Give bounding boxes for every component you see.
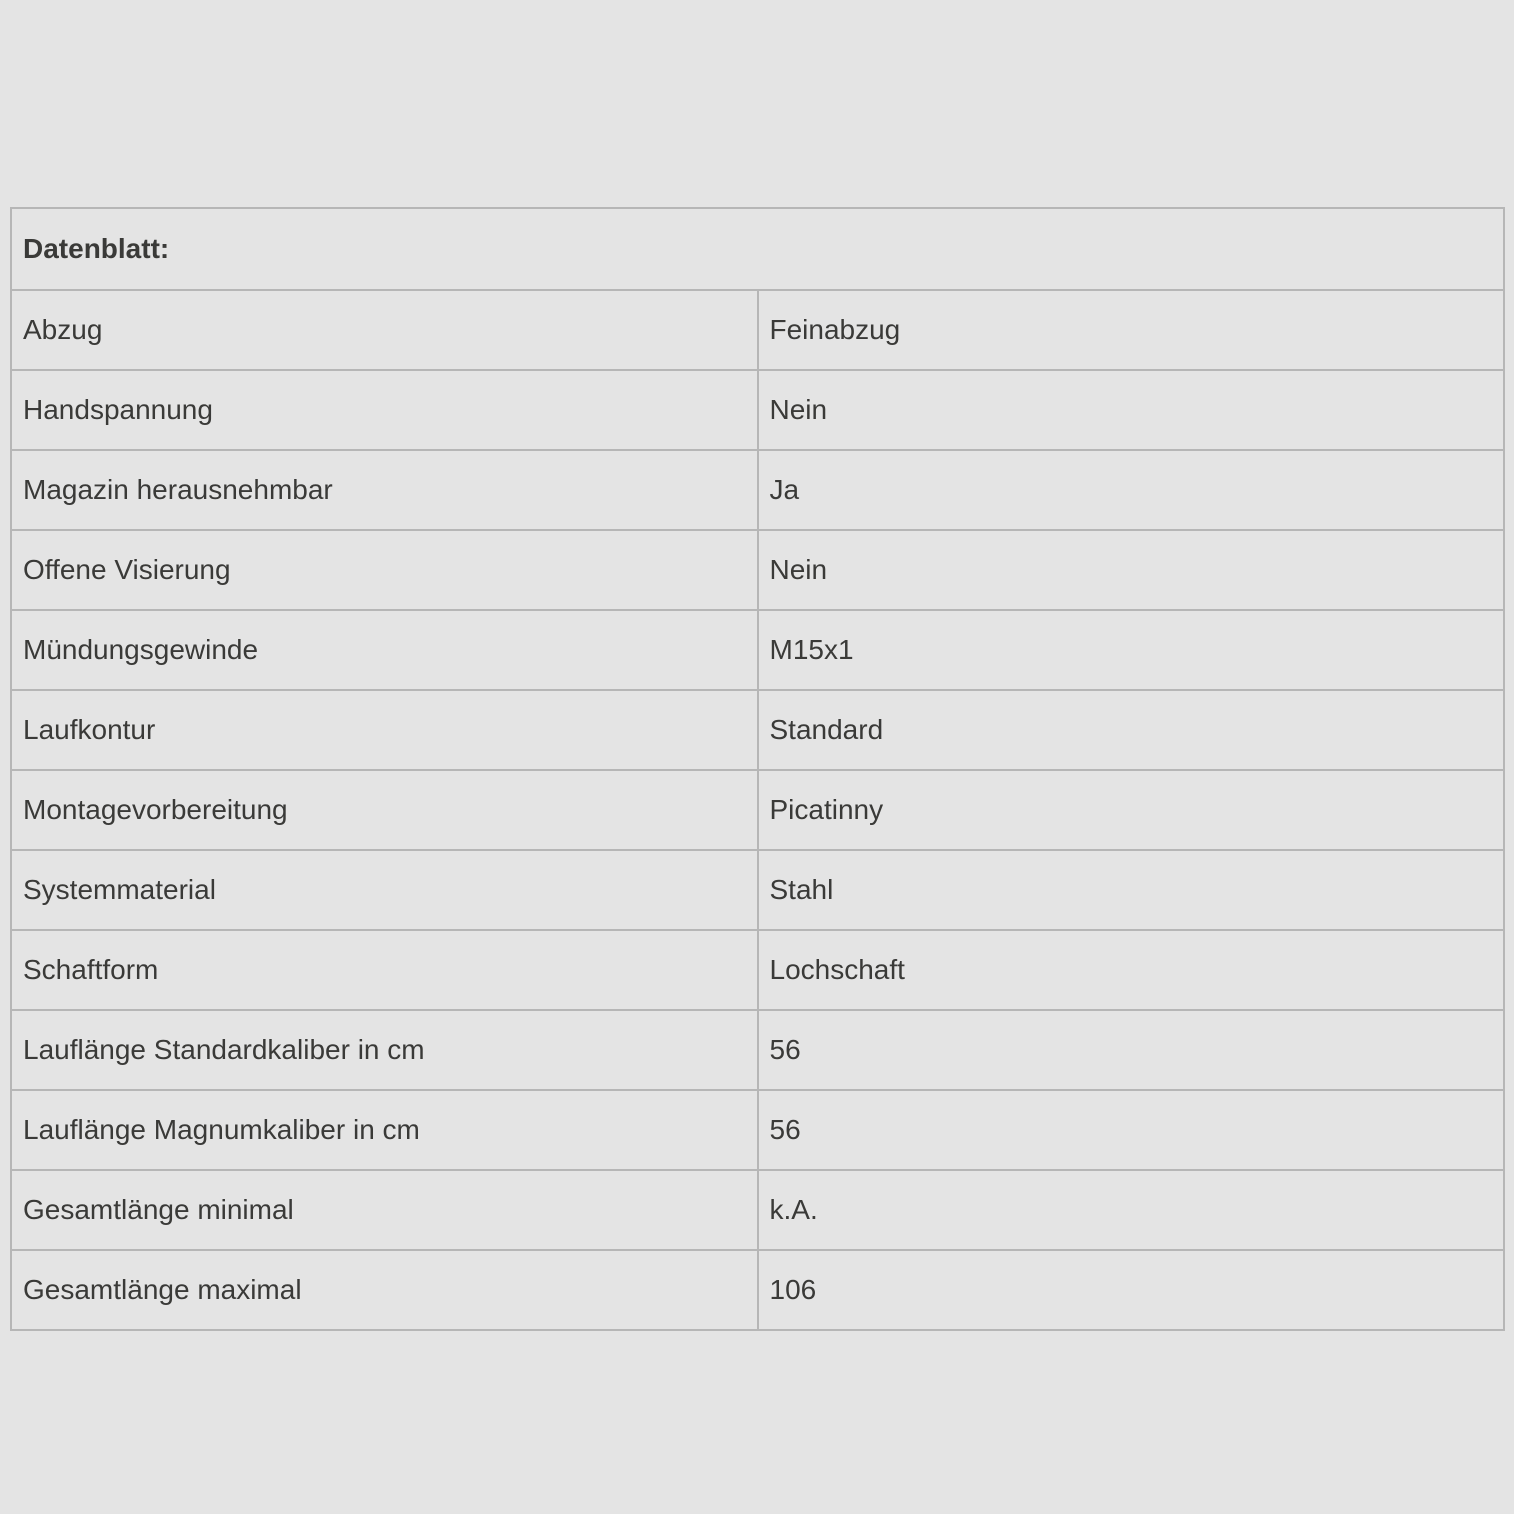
row-label: Gesamtlänge maximal bbox=[11, 1250, 758, 1330]
row-label: Abzug bbox=[11, 290, 758, 370]
datasheet-table-container bbox=[10, 207, 1505, 1331]
table-row bbox=[11, 1090, 1504, 1170]
table-row bbox=[11, 690, 1504, 770]
datasheet-body bbox=[11, 290, 1504, 1330]
table-row bbox=[11, 850, 1504, 930]
row-value: 56 bbox=[758, 1090, 1505, 1170]
table-row bbox=[11, 370, 1504, 450]
row-label: Lauflänge Magnumkaliber in cm bbox=[11, 1090, 758, 1170]
table-row bbox=[11, 1010, 1504, 1090]
row-label: Magazin herausnehmbar bbox=[11, 450, 758, 530]
datasheet-title: Datenblatt: bbox=[11, 208, 1504, 290]
row-value: M15x1 bbox=[758, 610, 1505, 690]
table-row bbox=[11, 930, 1504, 1010]
row-value: Feinabzug bbox=[758, 290, 1505, 370]
row-label: Schaftform bbox=[11, 930, 758, 1010]
table-row bbox=[11, 1250, 1504, 1330]
row-label: Handspannung bbox=[11, 370, 758, 450]
table-row bbox=[11, 450, 1504, 530]
datasheet-title-row bbox=[11, 208, 1504, 290]
row-label: Laufkontur bbox=[11, 690, 758, 770]
table-row bbox=[11, 290, 1504, 370]
row-label: Offene Visierung bbox=[11, 530, 758, 610]
row-label: Gesamtlänge minimal bbox=[11, 1170, 758, 1250]
row-value: Standard bbox=[758, 690, 1505, 770]
datasheet-header bbox=[11, 208, 1504, 290]
row-value: k.A. bbox=[758, 1170, 1505, 1250]
row-value: Stahl bbox=[758, 850, 1505, 930]
row-value: Ja bbox=[758, 450, 1505, 530]
table-row bbox=[11, 770, 1504, 850]
datasheet-table bbox=[10, 207, 1505, 1331]
table-row bbox=[11, 610, 1504, 690]
row-value: 56 bbox=[758, 1010, 1505, 1090]
row-label: Montagevorbereitung bbox=[11, 770, 758, 850]
row-value: Nein bbox=[758, 370, 1505, 450]
row-value: Lochschaft bbox=[758, 930, 1505, 1010]
row-label: Lauflänge Standardkaliber in cm bbox=[11, 1010, 758, 1090]
row-value: Picatinny bbox=[758, 770, 1505, 850]
table-row bbox=[11, 1170, 1504, 1250]
row-label: Mündungsgewinde bbox=[11, 610, 758, 690]
row-value: 106 bbox=[758, 1250, 1505, 1330]
row-value: Nein bbox=[758, 530, 1505, 610]
table-row bbox=[11, 530, 1504, 610]
row-label: Systemmaterial bbox=[11, 850, 758, 930]
